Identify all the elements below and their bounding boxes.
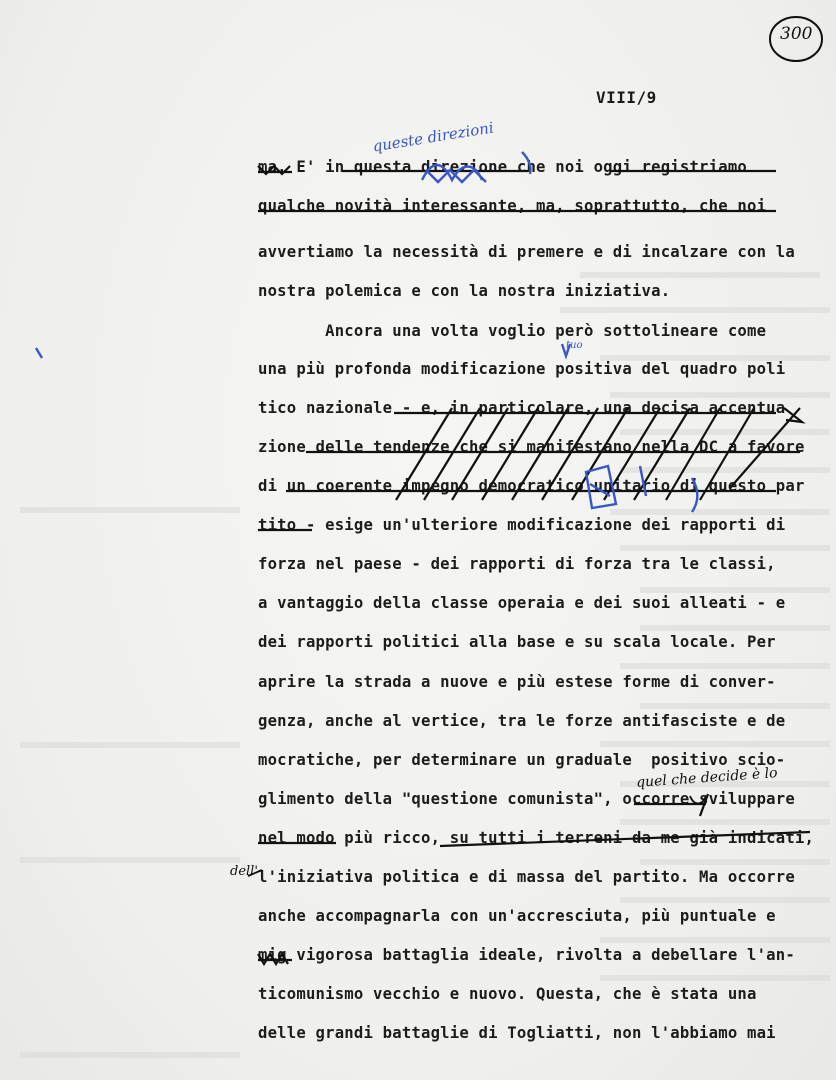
handwritten-insert-decide: quel che decide è lo (635, 765, 779, 791)
text-line-23: delle grandi battaglie di Togliatti, non l'abbiamo mai (258, 1024, 776, 1042)
text-line-16: mocratiche, per determinare un graduale positivo scio- (258, 751, 786, 769)
text-line-22: ticomunismo vecchio e nuovo. Questa, che è stata una (258, 985, 757, 1003)
text-line-2: qualche novità interessante, ma, soprattutto, che noi (258, 197, 767, 215)
text-line-1: ma. E' in questa direzione che noi oggi registriamo (258, 158, 747, 176)
deletion-slashes (396, 408, 802, 500)
text-line-15: genza, anche al vertice, tra le forze antifasciste e de (258, 712, 786, 730)
handwritten-insert-direzioni: queste direzioni (371, 118, 495, 156)
text-line-21: mig vigorosa battaglia ideale, rivolta a debellare l'an- (258, 946, 795, 964)
text-line-8: zione delle tendenze che si manifestano nella DC a favore (258, 438, 805, 456)
text-line-6: una più profonda modificazione positiva del quadro poli (258, 360, 786, 378)
text-line-5: Ancora una volta voglio però sottolineare come (258, 322, 767, 340)
text-line-12: a vantaggio della classe operaia e dei suoi alleati - e (258, 594, 786, 612)
text-line-14: aprire la strada a nuove e più estese forme di conver- (258, 673, 776, 691)
strike-line18-su-tutti (440, 832, 810, 846)
black-pen-marks (248, 796, 706, 876)
text-line-4: nostra polemica e con la nostra iniziativa. (258, 282, 671, 300)
text-line-18: nel modo più ricco, su tutti i terreni da me già indicati, (258, 829, 815, 847)
text-line-17: glimento della "questione comunista", occorre sviluppare (258, 790, 795, 808)
page-number: 300 (780, 24, 813, 44)
text-line-9: di un coerente impegno democratico unitario di questo par (258, 477, 805, 495)
text-line-7: tico nazionale - e, in particolare, una decisa accentua (258, 399, 786, 417)
text-line-3: avvertiamo la necessità di premere e di incalzare con la (258, 243, 795, 261)
text-line-19: l'iniziativa politica e di massa del partito. Ma occorre (258, 868, 795, 886)
handwritten-insert-tuo: tuo (566, 340, 583, 351)
text-line-10: tito - esige un'ulteriore modificazione dei rapporti di (258, 516, 786, 534)
handwritten-margin-dell: dell' (230, 864, 258, 879)
text-line-20: anche accompagnarla con un'accresciuta, più puntuale e (258, 907, 776, 925)
text-line-13: dei rapporti politici alla base e su scala locale. Per (258, 633, 776, 651)
text-line-11: forza nel paese - dei rapporti di forza tra le classi, (258, 555, 776, 573)
section-header: VIII/9 (596, 88, 657, 107)
